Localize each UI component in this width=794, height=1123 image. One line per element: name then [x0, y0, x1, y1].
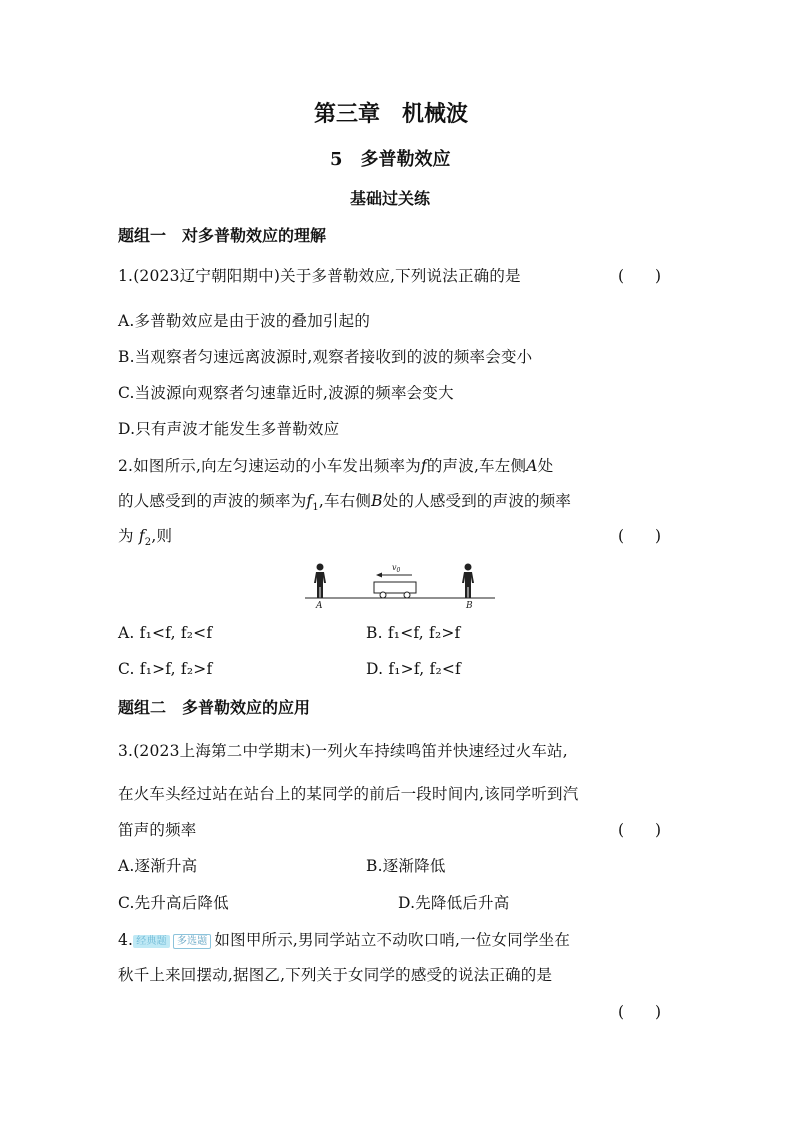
q2-option-a: A. f₁<f, f₂<f [118, 624, 213, 642]
q2-text: 为 [118, 527, 139, 545]
q4-answer-paren: ( ) [618, 1003, 662, 1021]
q1-stem: 1.(2023辽宁朝阳期中)关于多普勒效应,下列说法正确的是 [118, 267, 521, 285]
q1-option-a: A.多普勒效应是由于波的叠加引起的 [118, 312, 371, 330]
q2-stem-line3 [118, 524, 172, 548]
q2-sub-2: 2 [144, 537, 152, 549]
q2-text: 处 [537, 457, 554, 475]
arrow-head-icon [376, 573, 382, 578]
lesson-title: 5 多普勒效应 [330, 149, 451, 170]
q2-text: 2.如图所示,向左匀速运动的小车发出频率为 [118, 457, 421, 475]
q1-option-c: C.当波源向观察者匀速靠近时,波源的频率会变大 [118, 384, 454, 402]
q2-var-f1: f [306, 492, 313, 510]
q4-stem-line1 [118, 928, 570, 950]
q2-text: ,则 [151, 527, 173, 545]
q2-option-c: C. f₁>f, f₂>f [118, 660, 213, 678]
q3-stem-line2: 在火车头经过站在站台上的某同学的前后一段时间内,该同学听到汽 [118, 785, 579, 803]
q4-stem-line2: 秋千上来回摆动,据图乙,下列关于女同学的感受的说法正确的是 [118, 966, 553, 984]
cart-wheel-right [404, 592, 410, 598]
section-title: 基础过关练 [350, 189, 431, 208]
velocity-sub: 0 [396, 567, 401, 574]
group2-title: 题组二 多普勒效应的应用 [118, 698, 311, 717]
q3-answer-paren: ( ) [618, 821, 662, 839]
person-b-icon [462, 564, 474, 599]
classic-question-badge: 经典题 [133, 935, 170, 948]
q3-option-a: A.逐渐升高 [118, 857, 198, 875]
multiple-choice-badge: 多选题 [173, 934, 212, 949]
q3-stem-line1: 3.(2023上海第二中学期末)一列火车持续鸣笛并快速经过火车站, [118, 742, 568, 760]
cart-wheel-left [380, 592, 386, 598]
q4-number: 4. [118, 931, 134, 949]
q4-text: 如图甲所示,男同学站立不动吹口哨,一位女同学坐在 [214, 931, 571, 949]
q2-figure [300, 558, 500, 614]
person-a-icon [314, 564, 326, 599]
chapter-title: 第三章 机械波 [314, 101, 469, 127]
q1-option-d: D.只有声波才能发生多普勒效应 [118, 420, 340, 438]
q2-var-f2: f [138, 527, 145, 545]
q2-text: ,车右侧 [318, 492, 372, 510]
label-a: A [316, 601, 323, 611]
label-b: B [466, 601, 473, 611]
q2-option-b: B. f₁<f, f₂>f [366, 624, 461, 642]
velocity-label [392, 563, 401, 574]
q1-answer-paren: ( ) [618, 267, 662, 285]
q2-sub-1: 1 [312, 502, 319, 514]
q3-option-b: B.逐渐降低 [366, 857, 446, 875]
q3-stem-line3: 笛声的频率 [118, 821, 197, 839]
group1-title: 题组一 对多普勒效应的理解 [118, 226, 327, 245]
q2-text: 处的人感受到的声波的频率 [382, 492, 572, 510]
q2-var-b: B [371, 492, 383, 510]
q3-option-c: C.先升高后降低 [118, 894, 229, 912]
q2-text: 的声波,车左侧 [426, 457, 527, 475]
q2-answer-paren: ( ) [618, 527, 662, 545]
q1-option-b: B.当观察者匀速远离波源时,观察者接收到的波的频率会变小 [118, 348, 533, 366]
q2-text: 的人感受到的声波的频率为 [118, 492, 307, 510]
q2-option-d: D. f₁>f, f₂<f [366, 660, 461, 678]
q2-stem-line1 [118, 454, 553, 476]
cart-body [374, 582, 416, 593]
velocity-v: v [392, 563, 397, 572]
q3-option-d: D.先降低后升高 [398, 894, 510, 912]
q2-stem-line2 [118, 489, 571, 513]
q2-var-f: f [420, 457, 427, 475]
q2-var-a: A [526, 457, 538, 475]
